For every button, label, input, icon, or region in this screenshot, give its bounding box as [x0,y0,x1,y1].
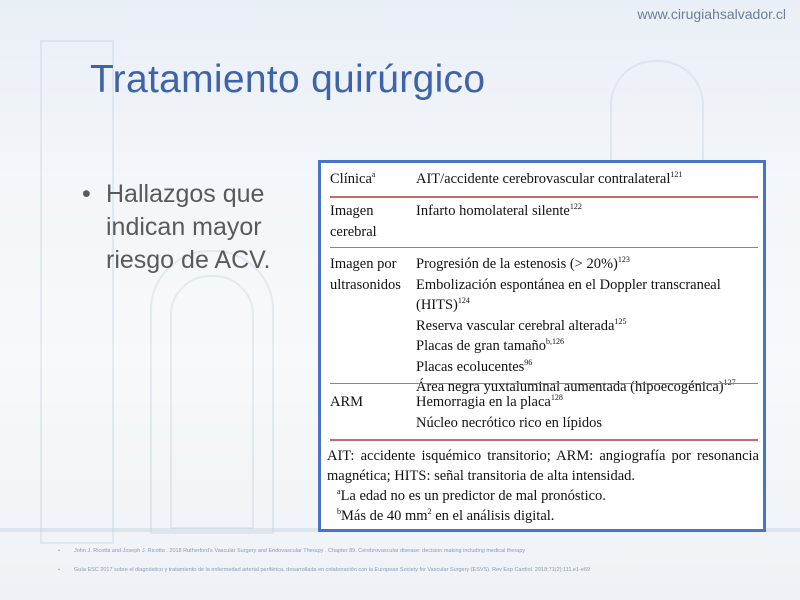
table-row-clinica [330,169,758,190]
row-items [416,392,758,433]
row-divider [330,196,758,198]
abbreviations-note: AIT: accidente isquémico transitorio; ARM: angiografía por resonancia magnética; HITS: señal transitoria de alta intensidad. [327,448,759,484]
row-item: Placas ecolucentes$^{96}$ [416,357,533,375]
reference-text: John J. Ricotta and Joseph J. Ricotta . 2018 Rutherford's Vascular Surgery and Endovascular Therapy . Chapter 89. Cerebrovascular disease: decision making including medical therapy [74,548,526,554]
row-items [410,254,758,398]
bullet-icon: • [58,567,60,573]
reference-item [58,567,788,573]
row-category: ARM [330,394,364,410]
row-item: Placas de gran tamaño$^{b,126}$ [416,337,565,354]
row-divider [330,247,758,248]
row-item: Hemorragia en la placa$^{128}$ [416,393,563,410]
row-item: AIT/accidente cerebrovascular contralateral$^{121}$ [416,170,683,187]
row-items [416,169,758,190]
website-url: www.cirugiahsalvador.cl [637,6,786,22]
row-item: Progresión de la estenosis (> 20%)$^{123}$ [416,255,630,272]
bullet-text: Hallazgos que indican mayor riesgo de ACV. [106,180,271,274]
bullet-point [82,178,312,277]
slide-title: Tratamiento quirúrgico [90,58,486,101]
footnote-b: $^b$Más de 40 $mm^2$ en el análisis digital. [337,507,555,524]
table-row-imagen-cerebral [330,201,758,243]
background-arch-inner [170,275,254,529]
table-notes [327,446,759,526]
table-row-imagen-ultrasonidos [330,254,758,398]
bullet-icon: • [82,180,91,208]
bullet-icon: • [58,548,60,554]
row-category: Imagen cerebral [330,203,377,240]
row-item: Embolización espontánea en el Doppler transcraneal (HITS)$^{124}$ [416,276,721,313]
footnote-a: $^a$La edad no es un predictor de mal pronóstico. [337,487,606,504]
reference-item [58,548,788,554]
row-category: Clínica$^a$ [330,170,376,187]
row-item: Área negra yuxtaluminal aumentada (hipoecogénica)$^{127}$ [416,378,736,395]
references [58,548,788,586]
row-category: Imagen por ultrasonidos [330,256,401,293]
row-item: Núcleo necrótico rico en lípidos [416,414,603,431]
row-divider [330,383,758,384]
table-row-arm [330,392,758,433]
row-item: Infarto homolateral silente$^{122}$ [416,202,582,219]
row-item: Reserva vascular cerebral alterada$^{125}$ [416,316,627,334]
background-column [40,40,114,544]
reference-text: Guía ESC 2017 sobre el diagnóstico y tratamiento de la enfermedad arterial periférica, desarrollada en colaboración con la European Society for Vascular Surgery (ESVS). Rev Esp Cardiol. 2018;71(2):111.e1-e69 [74,567,591,573]
table-bottom-rule [330,439,758,441]
row-items [410,201,758,243]
risk-findings-table [318,160,766,532]
